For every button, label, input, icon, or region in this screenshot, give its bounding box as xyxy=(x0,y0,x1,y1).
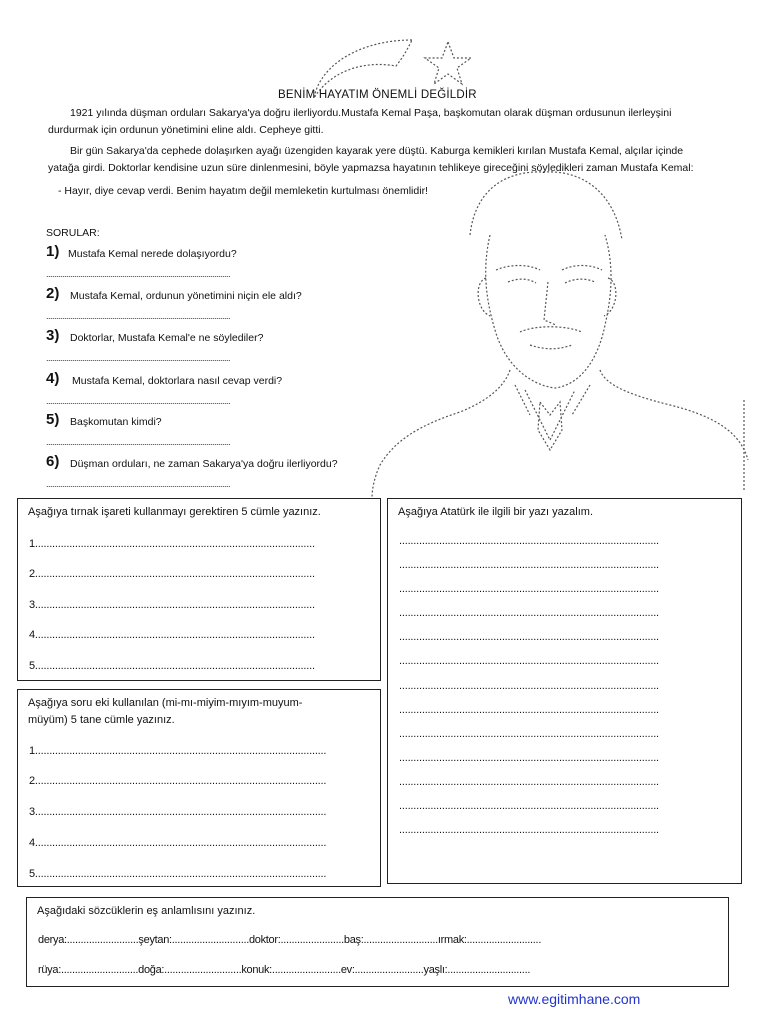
question-text: Mustafa Kemal, ordunun yönetimini niçin ele aldı? xyxy=(70,290,302,302)
box-heading: Aşağıya Atatürk ile ilgili bir yazı yazalım. xyxy=(398,506,594,518)
story-paragraph-2-line-2: yatağa girdi. Doktorlar kendisine uzun süre dinlenmesini, böyle yapmazsa hayatının tehlikeye gireceğini söyledikleri zaman Mustafa Kemal: xyxy=(48,162,694,174)
box-heading: Aşağıya tırnak işareti kullanmayı gerektiren 5 cümle yazınız. xyxy=(28,506,321,518)
synonym-row[interactable]: derya:..........................şeytan:............................doktor:.......................baş:...........................ırmak:........................... xyxy=(38,934,542,946)
writing-line[interactable]: ........................................................................................... xyxy=(399,607,659,619)
writing-line[interactable]: 2.................................................................................................. xyxy=(29,568,315,580)
question-suffix-box xyxy=(17,689,381,887)
box-heading: Aşağıdaki sözcüklerin eş anlamlısını yazınız. xyxy=(37,905,256,917)
question-text: Mustafa Kemal nerede dolaşıyordu? xyxy=(68,248,237,260)
question-text: Düşman orduları, ne zaman Sakarya'ya doğru ilerliyordu? xyxy=(70,458,338,470)
writing-line[interactable]: ........................................................................................... xyxy=(399,704,659,716)
writing-line[interactable]: ........................................................................................... xyxy=(399,824,659,836)
writing-line[interactable]: ........................................................................................... xyxy=(399,776,659,788)
writing-line[interactable]: ........................................................................................... xyxy=(399,728,659,740)
page-title: BENİM HAYATIM ÖNEMLİ DEĞİLDİR xyxy=(278,89,477,101)
writing-line[interactable]: ........................................................................................... xyxy=(399,535,659,547)
writing-line[interactable]: 1.................................................................................................. xyxy=(29,538,315,550)
answer-line[interactable]: ............................................................................................ xyxy=(46,269,231,279)
question-text: Başkomutan kimdi? xyxy=(70,416,162,428)
writing-line[interactable]: 4...................................................................................................... xyxy=(29,837,327,849)
answer-line[interactable]: ............................................................................................ xyxy=(46,396,231,406)
question-text: Mustafa Kemal, doktorlara nasıl cevap verdi? xyxy=(72,375,283,387)
writing-line[interactable]: ........................................................................................... xyxy=(399,680,659,692)
synonyms-box xyxy=(26,897,729,987)
star-icon xyxy=(425,42,471,84)
story-paragraph-2-line-1: Bir gün Sakarya'da cephede dolaşırken ayağı üzengiden kayarak yere düştü. Kaburga kemikleri kırılan Mustafa Kemal, alçılar içinde xyxy=(70,145,684,157)
writing-line[interactable]: ........................................................................................... xyxy=(399,800,659,812)
answer-line[interactable]: ............................................................................................ xyxy=(46,311,231,321)
question-number: 2) xyxy=(46,285,60,302)
question-number: 6) xyxy=(46,453,60,470)
story-paragraph-1-line-1: 1921 yılında düşman orduları Sakarya'ya doğru ilerliyordu.Mustafa Kemal Paşa, başkomutan olarak düşman ordusunun ilerleyşini xyxy=(70,107,672,119)
writing-line[interactable]: ........................................................................................... xyxy=(399,655,659,667)
question-number: 3) xyxy=(46,327,60,344)
writing-line[interactable]: ........................................................................................... xyxy=(399,559,659,571)
writing-line[interactable]: 4.................................................................................................. xyxy=(29,629,315,641)
website-link[interactable]: www.egitimhane.com xyxy=(508,991,641,1007)
synonym-row[interactable]: rüya:............................doğa:............................konuk:.........................ev:.........................yaşlı:.............................. xyxy=(38,964,531,976)
writing-line[interactable]: 3...................................................................................................... xyxy=(29,806,327,818)
writing-line[interactable]: ........................................................................................... xyxy=(399,752,659,764)
writing-line[interactable]: 5...................................................................................................... xyxy=(29,868,327,880)
question-number: 5) xyxy=(46,411,60,428)
box-heading-line-1: Aşağıya soru eki kullanılan (mi-mı-miyim-mıyım-muyum- xyxy=(28,697,303,709)
ataturk-writing-box xyxy=(387,498,742,884)
story-paragraph-1-line-2: durdurmak için ordunun yönetimini eline aldı. Cepheye gitti. xyxy=(48,124,324,136)
answer-line[interactable]: ............................................................................................ xyxy=(46,479,231,489)
writing-line[interactable]: 5.................................................................................................. xyxy=(29,660,315,672)
question-number: 1) xyxy=(46,243,60,260)
questions-heading: SORULAR: xyxy=(46,227,100,239)
box-heading-line-2: müyüm) 5 tane cümle yazınız. xyxy=(28,714,175,726)
answer-line[interactable]: ............................................................................................ xyxy=(46,437,231,447)
writing-line[interactable]: 3.................................................................................................. xyxy=(29,599,315,611)
question-number: 4) xyxy=(46,370,60,387)
answer-line[interactable]: ............................................................................................ xyxy=(46,353,231,363)
writing-line[interactable]: ........................................................................................... xyxy=(399,631,659,643)
quote-sentences-box xyxy=(17,498,381,681)
story-paragraph-3: - Hayır, diye cevap verdi. Benim hayatım değil memleketin kurtulması önemlidir! xyxy=(58,185,428,197)
writing-line[interactable]: 1...................................................................................................... xyxy=(29,745,327,757)
question-text: Doktorlar, Mustafa Kemal'e ne söylediler? xyxy=(70,332,264,344)
writing-line[interactable]: ........................................................................................... xyxy=(399,583,659,595)
writing-line[interactable]: 2...................................................................................................... xyxy=(29,775,327,787)
